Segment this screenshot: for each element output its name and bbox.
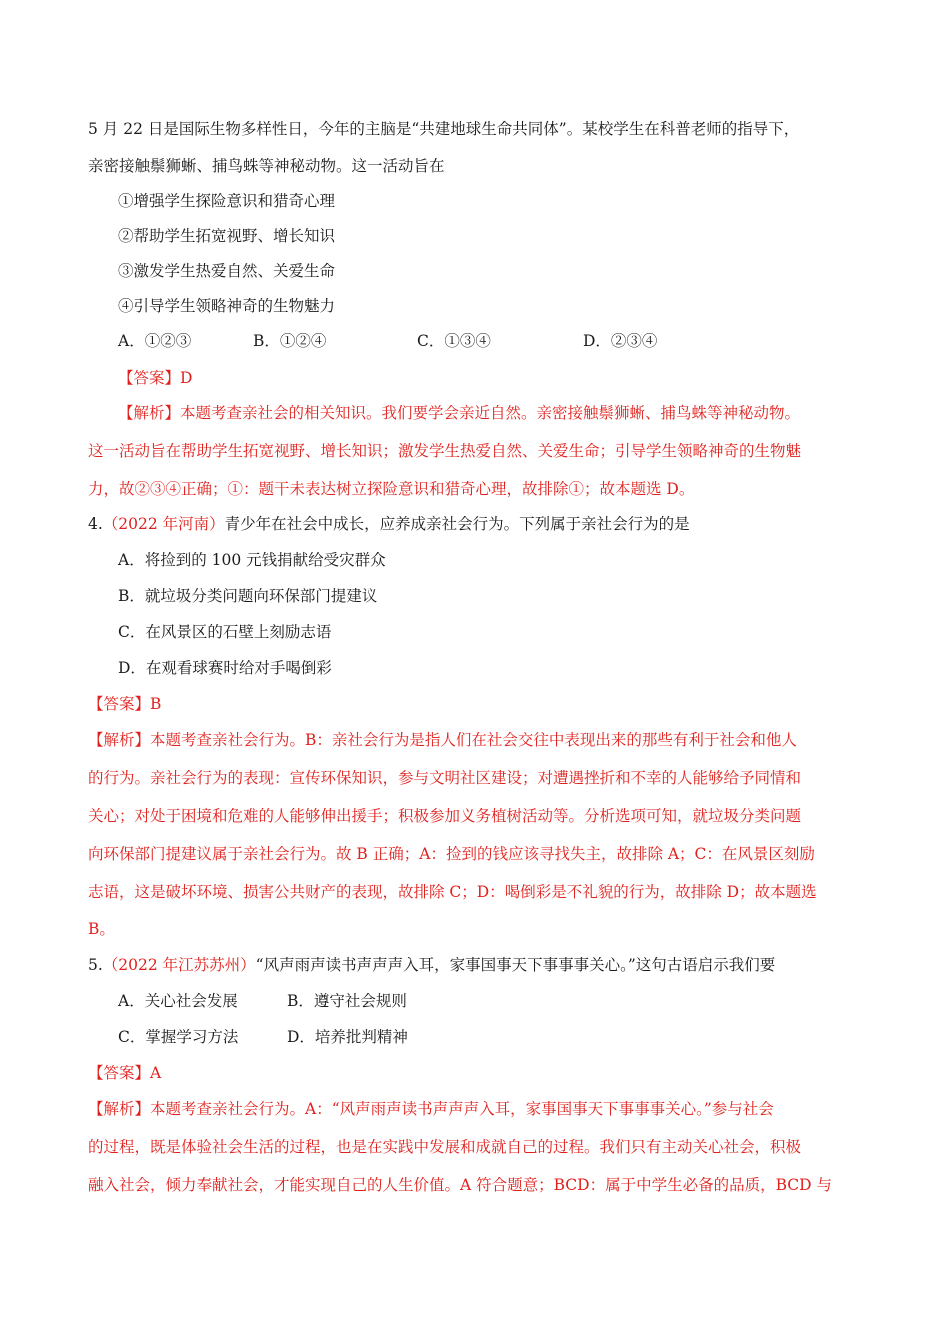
q5-answer-label: 【答案】 (88, 1064, 151, 1082)
q4-analysis-line3: 关心；对处于困境和危难的人能够伸出援手；积极参加义务植树活动等。分析选项可知，就垃圾分类问题 (88, 807, 802, 825)
q3-item-3: ③激发学生热爱自然、关爱生命 (118, 262, 336, 280)
q3-item-4: ④引导学生领略神奇的生物魅力 (118, 297, 336, 315)
q4-option-c: C．在风景区的石壁上刻励志语 (118, 623, 332, 641)
q5-analysis-line2: 的过程，既是体验社会生活的过程，也是在实践中发展和成就自己的过程。我们只有主动关心社会，积极 (88, 1138, 802, 1156)
q4-stem-text: 青少年在社会中成长，应养成亲社会行为。下列属于亲社会行为的是 (224, 515, 690, 533)
q4-answer-label: 【答案】 (88, 695, 151, 713)
q3-option-c: C．①③④ (417, 332, 491, 350)
q4-analysis-label: 【解析】 (88, 731, 151, 749)
q5-stem (88, 954, 775, 976)
q5-stem-text: “风声雨声读书声声声入耳，家事国事天下事事事关心。”这句古语启示我们要 (255, 956, 776, 974)
q3-analysis-line1 (118, 402, 800, 424)
q4-number: 4. (88, 515, 103, 533)
q4-answer-value: B (150, 695, 162, 713)
q4-source: （2022 年河南） (102, 515, 225, 533)
q5-option-c: C．掌握学习方法 (118, 1028, 239, 1046)
q4-analysis-line2: 的行为。亲社会行为的表现：宣传环保知识，参与文明社区建设；对遭遇挫折和不幸的人能够给予同情和 (88, 769, 802, 787)
q4-option-b: B．就垃圾分类问题向环保部门提建议 (118, 587, 378, 605)
q5-analysis-line3: 融入社会，倾力奉献社会，才能实现自己的人生价值。A 符合题意；BCD：属于中学生必备的品质，BCD 与 (88, 1176, 832, 1194)
q3-answer-label: 【答案】 (118, 369, 181, 387)
q5-analysis-line1 (88, 1098, 774, 1120)
q3-option-d: D．②③④ (583, 332, 658, 350)
q3-item-1: ①增强学生探险意识和猎奇心理 (118, 192, 336, 210)
q5-option-d: D．培养批判精神 (287, 1028, 408, 1046)
q3-stem-line2: 亲密接触鬃狮蜥、捕鸟蛛等神秘动物。这一活动旨在 (88, 157, 445, 175)
q4-analysis-line6: B。 (88, 920, 115, 938)
q4-analysis-line1 (88, 729, 797, 751)
q5-answer-value: A (150, 1064, 162, 1082)
q3-analysis-text1: 本题考查亲社会的相关知识。我们要学会亲近自然。亲密接触鬃狮蜥、捕鸟蛛等神秘动物。 (180, 404, 801, 422)
q4-analysis-line5: 志语，这是破坏环境、损害公共财产的表现，故排除 C；D：喝倒彩是不礼貌的行为，故排除 D；故本题选 (88, 883, 817, 901)
q3-answer (118, 367, 192, 389)
q4-option-a: A．将捡到的 100 元钱捐献给受灾群众 (118, 551, 386, 569)
q4-analysis-text1: 本题考查亲社会行为。B：亲社会行为是指人们在社会交往中表现出来的那些有利于社会和他人 (150, 731, 797, 749)
q4-stem (88, 513, 690, 535)
q5-option-b: B．遵守社会规则 (287, 992, 407, 1010)
q3-stem-line1: 5 月 22 日是国际生物多样性日，今年的主脑是“共建地球生命共同体”。某校学生在科普老师的指导下， (88, 120, 800, 138)
q5-analysis-label: 【解析】 (88, 1100, 151, 1118)
q3-item-2: ②帮助学生拓宽视野、增长知识 (118, 227, 336, 245)
q4-option-d: D．在观看球赛时给对手喝倒彩 (118, 659, 332, 677)
q4-analysis-line4: 向环保部门提建议属于亲社会行为。故 B 正确；A：捡到的钱应该寻找失主，故排除 A；C：在风景区刻励 (88, 845, 815, 863)
q3-analysis-line3: 力，故②③④正确；①：题干未表达树立探险意识和猎奇心理，故排除①；故本题选 D。 (88, 480, 695, 498)
q5-number: 5. (88, 956, 103, 974)
q3-option-b: B．①②④ (253, 332, 327, 350)
q5-answer (88, 1062, 161, 1084)
q5-source: （2022 年江苏苏州） (102, 956, 256, 974)
q5-option-a: A．关心社会发展 (118, 992, 238, 1010)
q5-analysis-text1: 本题考查亲社会行为。A：“风声雨声读书声声声入耳，家事国事天下事事事关心。”参与社会 (150, 1100, 774, 1118)
q4-answer (88, 693, 161, 715)
q3-analysis-label: 【解析】 (118, 404, 181, 422)
q3-analysis-line2: 这一活动旨在帮助学生拓宽视野、增长知识；激发学生热爱自然、关爱生命；引导学生领略神奇的生物魅 (88, 442, 802, 460)
q3-answer-value: D (180, 369, 193, 387)
q3-option-a: A．①②③ (118, 332, 192, 350)
